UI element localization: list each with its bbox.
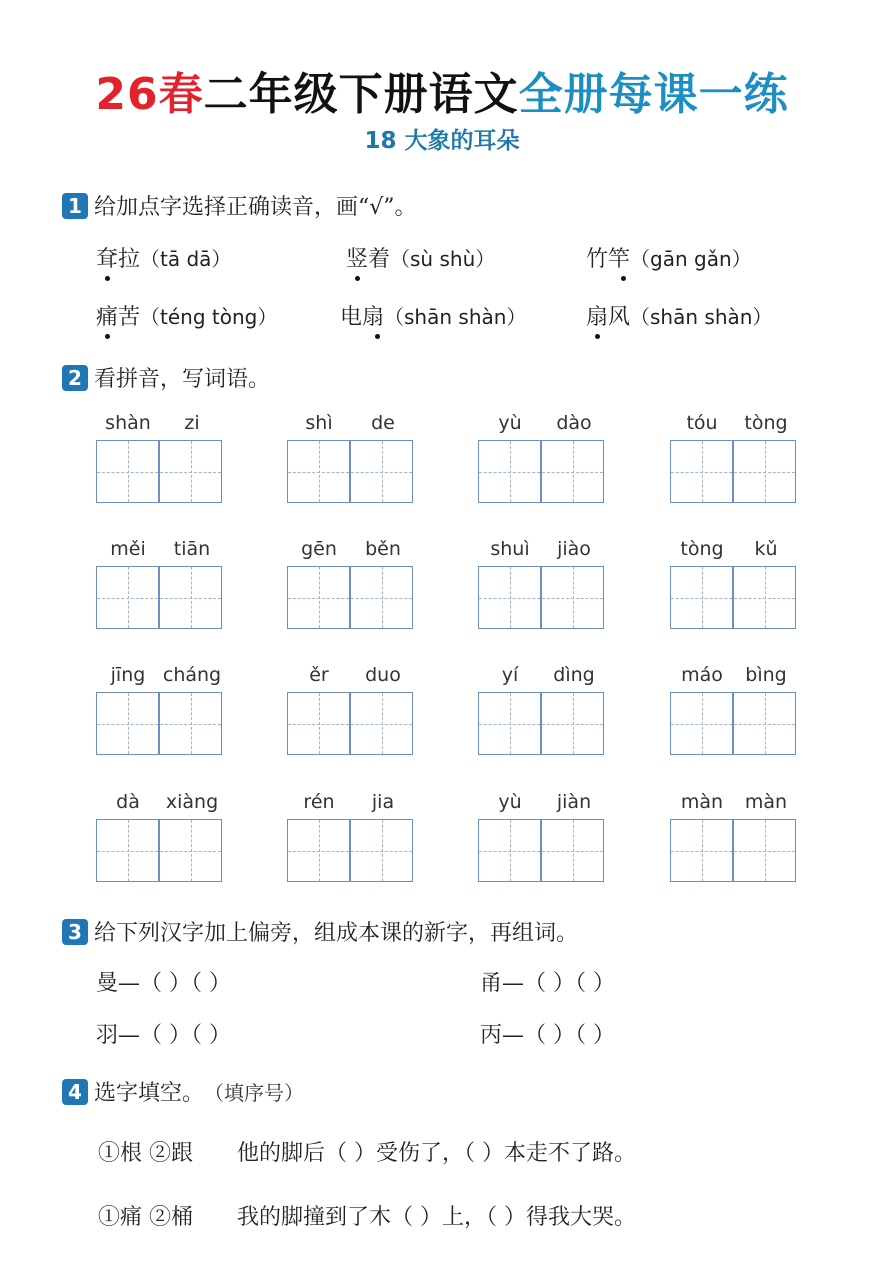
- base-char: 曼: [96, 971, 119, 996]
- writing-boxes[interactable]: [670, 440, 798, 504]
- writing-cell[interactable]: [670, 566, 733, 629]
- writing-cell[interactable]: [96, 440, 159, 503]
- pinyin-syllable: tiān: [173, 538, 211, 560]
- writing-cell[interactable]: [670, 692, 733, 755]
- sentence[interactable]: 我的脚撞到了木（ ）上，（ ）得我大哭。: [237, 1205, 636, 1230]
- word: 痛苦: [96, 300, 140, 331]
- pinyin-syllable: gēn: [301, 538, 337, 560]
- writing-boxes[interactable]: [478, 566, 606, 630]
- pinyin-syllable: tóu: [686, 412, 718, 434]
- pinyin-syllable: jīng: [110, 664, 146, 686]
- pinyin-syllable: dào: [556, 412, 592, 434]
- base-char: 甬: [480, 971, 503, 996]
- writing-cell[interactable]: [478, 440, 541, 503]
- writing-boxes[interactable]: [287, 440, 415, 504]
- writing-cell[interactable]: [733, 440, 796, 503]
- writing-cell[interactable]: [350, 692, 413, 755]
- base-char: 羽: [96, 1023, 119, 1048]
- answer-blanks[interactable]: —（ ）（ ）: [502, 1023, 616, 1048]
- pinyin-syllable: tòng: [744, 412, 788, 434]
- section-instruction: 给加点字选择正确读音，画“√”。: [94, 195, 417, 220]
- pinyin-syllable: ěr: [309, 664, 329, 686]
- writing-cell[interactable]: [541, 692, 604, 755]
- pinyin-options: （gān gǎn）: [630, 247, 752, 271]
- writing-boxes[interactable]: [96, 440, 224, 504]
- writing-cell[interactable]: [670, 440, 733, 503]
- base-char: 丙: [480, 1023, 503, 1048]
- writing-cell[interactable]: [159, 440, 222, 503]
- page-title: [0, 58, 884, 122]
- answer-blanks[interactable]: —（ ）（ ）: [118, 971, 232, 996]
- section-number: 3: [62, 919, 88, 945]
- writing-boxes[interactable]: [670, 566, 798, 630]
- writing-cell[interactable]: [287, 819, 350, 882]
- pinyin-syllable: màn: [680, 791, 724, 813]
- pinyin-syllable: rén: [303, 791, 335, 813]
- emphasis-dot: [595, 334, 600, 339]
- writing-cell[interactable]: [350, 440, 413, 503]
- char-options: ①根 ②跟: [98, 1141, 193, 1166]
- answer-blanks[interactable]: —（ ）（ ）: [502, 971, 616, 996]
- answer-blanks[interactable]: —（ ）（ ）: [118, 1023, 232, 1048]
- pinyin-options: （tā dā）: [140, 247, 232, 271]
- pinyin-syllable: yí: [501, 664, 519, 686]
- pinyin-options: （téng tòng）: [140, 305, 278, 329]
- pinyin-syllable: máo: [681, 664, 723, 686]
- writing-cell[interactable]: [350, 566, 413, 629]
- writing-boxes[interactable]: [287, 819, 415, 883]
- emphasis-dot: [105, 276, 110, 281]
- writing-cell[interactable]: [733, 566, 796, 629]
- writing-boxes[interactable]: [478, 440, 606, 504]
- writing-cell[interactable]: [287, 566, 350, 629]
- section-instruction: 看拼音，写词语。: [94, 367, 271, 392]
- pinyin-syllable: běn: [365, 538, 401, 560]
- pinyin-syllable: bìng: [745, 664, 787, 686]
- word: 耷拉: [96, 242, 140, 273]
- writing-boxes[interactable]: [670, 692, 798, 756]
- writing-cell[interactable]: [478, 819, 541, 882]
- pinyin-syllable: jia: [371, 791, 395, 813]
- writing-cell[interactable]: [733, 692, 796, 755]
- writing-cell[interactable]: [541, 440, 604, 503]
- writing-cell[interactable]: [733, 819, 796, 882]
- pinyin-syllable: cháng: [162, 664, 222, 686]
- radical-item[interactable]: [480, 1018, 615, 1049]
- writing-cell[interactable]: [159, 566, 222, 629]
- writing-boxes[interactable]: [96, 819, 224, 883]
- writing-cell[interactable]: [478, 566, 541, 629]
- title-grade: 26春: [95, 69, 204, 120]
- writing-cell[interactable]: [670, 819, 733, 882]
- section-1-heading: [62, 190, 417, 221]
- section-number: 1: [62, 193, 88, 219]
- section-instruction: 给下列汉字加上偏旁，组成本课的新字，再组词。: [94, 921, 579, 946]
- pronunciation-item[interactable]: [96, 242, 231, 273]
- emphasis-dot: [621, 276, 626, 281]
- writing-cell[interactable]: [287, 440, 350, 503]
- pronunciation-item[interactable]: [586, 242, 752, 273]
- section-note: （填序号）: [204, 1081, 305, 1105]
- pinyin-options: （shān shàn）: [384, 305, 527, 329]
- pinyin-syllable: měi: [110, 538, 146, 560]
- pinyin-options: （sù shù）: [390, 247, 496, 271]
- writing-cell[interactable]: [96, 819, 159, 882]
- emphasis-dot: [375, 334, 380, 339]
- sentence[interactable]: 他的脚后（ ）受伤了，（ ）本走不了路。: [237, 1141, 636, 1166]
- title-subject: 二年级下册语文: [203, 69, 519, 120]
- writing-cell[interactable]: [96, 692, 159, 755]
- char-options: ①痛 ②桶: [98, 1205, 193, 1230]
- section-number: 2: [62, 365, 88, 391]
- title-series: 全册每课一练: [518, 69, 789, 120]
- section-number: 4: [62, 1079, 88, 1105]
- pinyin-syllable: jiào: [557, 538, 591, 560]
- radical-item[interactable]: [480, 966, 615, 997]
- pronunciation-item[interactable]: [346, 242, 495, 273]
- word: 电扇: [340, 300, 384, 331]
- emphasis-dot: [105, 334, 110, 339]
- lesson-title: 18 大象的耳朵: [364, 128, 520, 154]
- pinyin-syllable: duo: [365, 664, 401, 686]
- pinyin-syllable: dìng: [553, 664, 595, 686]
- pinyin-syllable: xiàng: [165, 791, 219, 813]
- section-2-heading: [62, 362, 270, 393]
- radical-item[interactable]: [96, 1018, 231, 1049]
- writing-cell[interactable]: [287, 692, 350, 755]
- writing-cell[interactable]: [96, 566, 159, 629]
- writing-boxes[interactable]: [478, 692, 606, 756]
- writing-cell[interactable]: [350, 819, 413, 882]
- pinyin-syllable: shì: [305, 412, 333, 434]
- word: 扇风: [586, 300, 630, 331]
- pinyin-options: （shān shàn）: [630, 305, 773, 329]
- writing-boxes[interactable]: [478, 819, 606, 883]
- writing-boxes[interactable]: [96, 692, 224, 756]
- pinyin-syllable: zi: [184, 412, 200, 434]
- writing-boxes[interactable]: [96, 566, 224, 630]
- pinyin-syllable: màn: [744, 791, 788, 813]
- writing-cell[interactable]: [478, 692, 541, 755]
- section-4-heading: [62, 1076, 304, 1107]
- word: 竖着: [346, 242, 390, 273]
- pronunciation-item[interactable]: [340, 300, 526, 331]
- writing-boxes[interactable]: [287, 692, 415, 756]
- fill-in-row[interactable]: [98, 1136, 636, 1167]
- writing-cell[interactable]: [159, 819, 222, 882]
- writing-boxes[interactable]: [287, 566, 415, 630]
- fill-in-row[interactable]: [98, 1200, 636, 1231]
- emphasis-dot: [355, 276, 360, 281]
- pinyin-syllable: dà: [116, 791, 140, 813]
- writing-cell[interactable]: [541, 819, 604, 882]
- pinyin-syllable: jiàn: [556, 791, 592, 813]
- pronunciation-item[interactable]: [96, 300, 277, 331]
- pinyin-syllable: kǔ: [754, 538, 778, 560]
- writing-cell[interactable]: [541, 566, 604, 629]
- pinyin-syllable: yù: [498, 412, 522, 434]
- pinyin-syllable: tòng: [680, 538, 724, 560]
- writing-cell[interactable]: [159, 692, 222, 755]
- radical-item[interactable]: [96, 966, 231, 997]
- pinyin-syllable: shàn: [105, 412, 151, 434]
- writing-boxes[interactable]: [670, 819, 798, 883]
- pinyin-syllable: shuì: [490, 538, 530, 560]
- pinyin-syllable: de: [371, 412, 395, 434]
- section-3-heading: [62, 916, 578, 947]
- word: 竹竿: [586, 242, 630, 273]
- pinyin-syllable: yù: [498, 791, 522, 813]
- section-instruction: 选字填空。: [94, 1081, 205, 1106]
- pronunciation-item[interactable]: [586, 300, 772, 331]
